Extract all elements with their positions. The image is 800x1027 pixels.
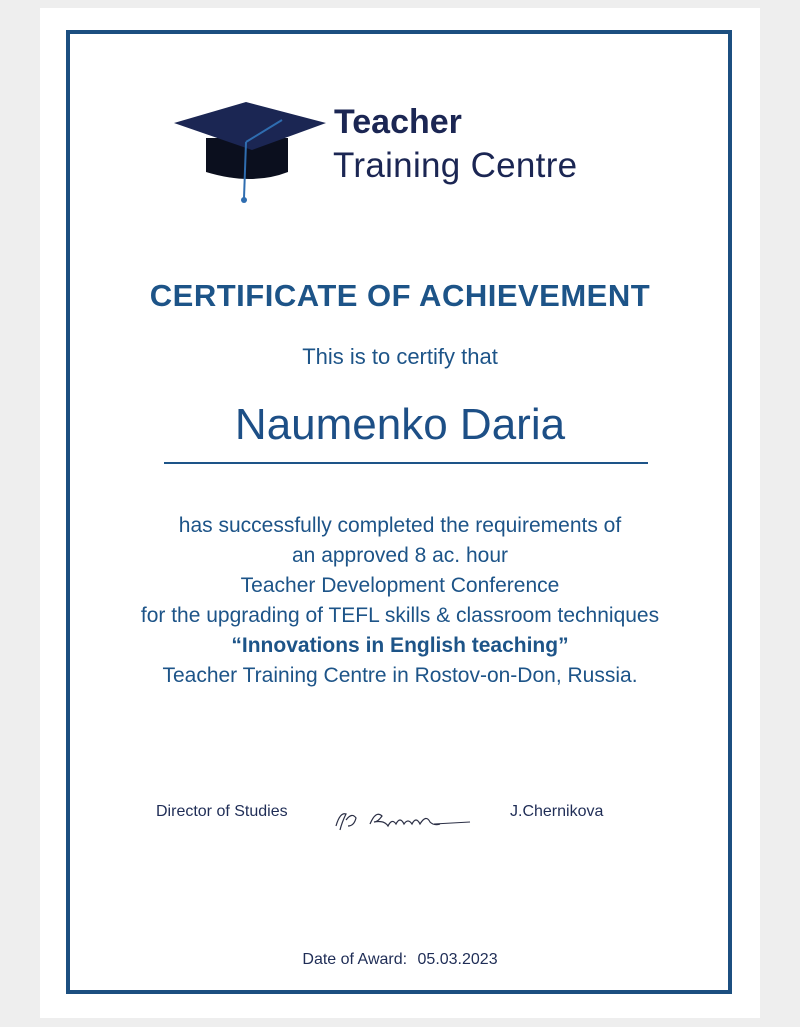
- graduation-cap-icon: [172, 90, 332, 210]
- award-date-value: 05.03.2023: [417, 951, 498, 968]
- event-location: Teacher Training Centre in Rostov-on-Don, Russia.: [162, 664, 638, 687]
- certify-text: This is to certify that: [302, 344, 498, 369]
- body-line: for the upgrading of TEFL skills & classroom techniques: [140, 604, 660, 627]
- logo-text-teacher: Teacher: [334, 103, 462, 141]
- handwritten-signature: [330, 800, 480, 840]
- signatory-title: Director of Studies: [156, 803, 288, 820]
- recipient-name: Naumenko Daria: [234, 400, 566, 449]
- signatory-name: J.Chernikova: [510, 803, 604, 820]
- event-title: “Innovations in English teaching”: [231, 634, 569, 657]
- signature-row: [40, 800, 760, 840]
- award-date-label: Date of Award:: [302, 951, 408, 968]
- body-line: an approved 8 ac. hour: [292, 544, 508, 567]
- certificate-sheet: [40, 8, 760, 1018]
- certificate-heading: CERTIFICATE OF ACHIEVEMENT: [149, 278, 651, 313]
- body-line: has successfully completed the requirements of: [178, 514, 622, 537]
- certificate-body: [40, 511, 760, 691]
- logo-text-training-centre: Training Centre: [333, 146, 578, 185]
- body-line: Teacher Development Conference: [240, 574, 560, 597]
- logo: [172, 90, 632, 210]
- recipient-underline: [164, 462, 648, 464]
- award-date-line: [40, 951, 760, 969]
